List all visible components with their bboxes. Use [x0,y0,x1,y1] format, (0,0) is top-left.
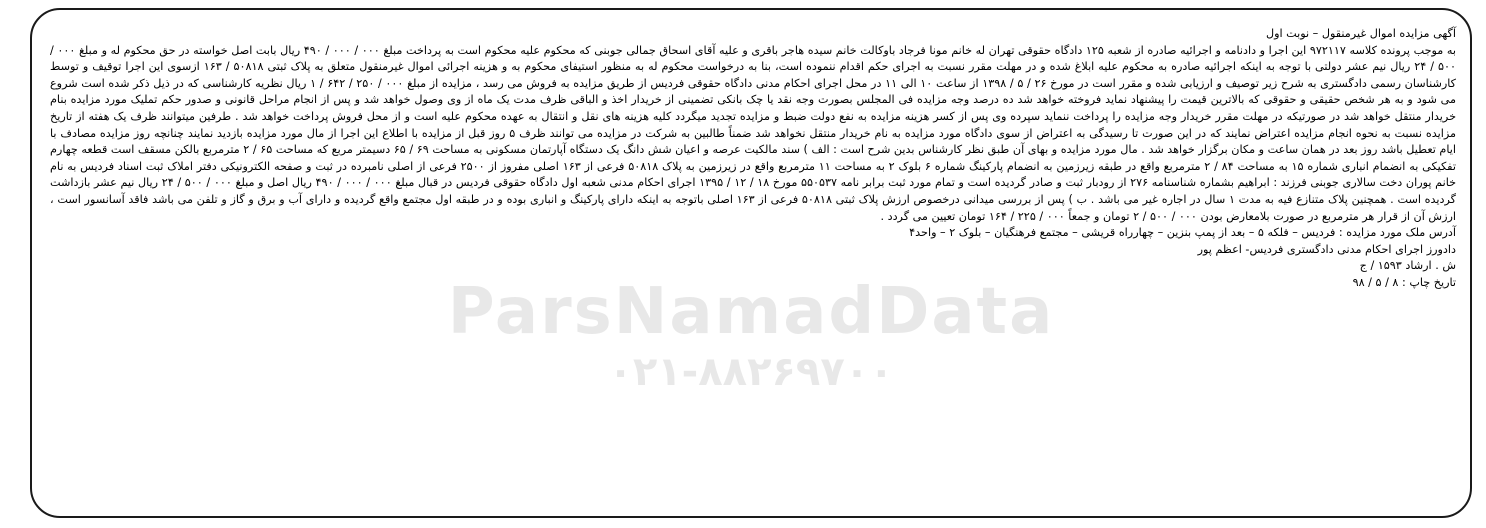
notice-frame [30,8,1472,518]
watermark-brand: ParsNamadData [447,275,1055,349]
notice-signature: دادورز اجرای احکام مدنی دادگستری فردیس- اعظم پور [1197,242,1456,256]
notice-body: به موجب پرونده کلاسه ۹۷۲۱۱۷ این اجرا و دادنامه و اجرائیه صادره از شعبه ۱۲۵ دادگاه حقوقی تهران له خانم مونا فرجاد باوکالت خانم سیده هاجر باقری و علیه آقای اسحاق جمالی جوبنی که محکوم علیه محکوم است به پرداخت مبلغ ۰۰۰ / ۰۰۰ / ۴۹۰ ریال بابت اصل خواسته در حق محکوم له و مبلغ ۰۰۰ / ۵۰۰ / ۲۴ ریال نیم عشر دولتی با توجه به اینکه اجرائیه صادره به محکوم علیه ابلاغ شده و در مهلت مقرر نسبت به اجرای حکم اقدام ننموده است، بنا به درخواست محکوم له به منظور استیفای محکوم به و هزینه اجرائی اموال غیرمنقول متعلق به پلاک ثبتی ۵۰۸۱۸ / ۱۶۳ ازسوی این اجرا توقیف و توسط کارشناسان رسمی دادگستری به شرح زیر توصیف و ارزیابی شده و مقرر است در مورخ ۲۶ / ۵ / ۱۳۹۸ از ساعت ۱۰ الی ۱۱ در محل اجرای احکام مدنی دادگاه حقوقی فردیس از طریق مزایده به فروش می رسد ، مزایده از مبلغ ۰۰۰ / ۲۵۰ / ۶۴۲ / ۱ ریال نظریه کارشناسی که در ذیل ذکر شده است شروع می شود و به هر شخص حقیقی و حقوقی که بالاترین قیمت را پیشنهاد نماید فروخته خواهد شد ده درصد وجه مزایده فی المجلس بصورت وجه نقد یا چک بانکی تضمینی از خریدار اخذ و الباقی ظرف مدت یک ماه از وی وصول خواهد شد و پس از انجام مراحل قانونی و صدور حکم تملیک مورد مزایده بنام خریدار منتقل خواهد شد در صورتیکه در مهلت مقرر خریدار وجه مزایده را پرداخت ننماید سپرده وی پس از کسر هزینه مزایده به نفع دولت ضبط و مزایده تجدید میگردد کلیه هزینه های نقل و انتقال به عهده محکوم علیه است و از محل فروش پرداخت خواهد شد . طرفین میتوانند ظرف یک هفته از تاریخ مزایده نسبت به نحوه انجام مزایده اعتراض نمایند که در این صورت تا رسیدگی به اعتراض از سوی دادگاه مورد مزایده به نام خریدار منتقل نخواهد شد ضمناً طالبین به شرکت در مزایده می توانند ظرف ۵ روز قبل از مزایده با اطلاع این اجرا از مال مورد مزایده بازدید نمایند چنانچه روز مزایده مصادف با ایام تعطیل باشد روز بعد در همان ساعت و مکان برگزار خواهد شد . مال مورد مزایده و بهای آن طبق نظر کارشناس بدین شرح است : الف ) سند مالکیت عرصه و اعیان شش دانگ یک دستگاه آپارتمان مسکونی به مساحت ۶۹ / ۶۵ دسیمتر مربع که مساحت ۶۵ / ۲ مترمربع بالکن مسقف است قطعه چهارم تفکیکی به انضمام انباری شماره ۱۵ به مساحت ۸۴ / ۲ مترمربع واقع در طبقه زیرزمین به انضمام پارکینگ شماره ۶ بلوک ۲ به مساحت ۱۱ مترمربع واقع در زیرزمین به پلاک ۵۰۸۱۸ فرعی از ۱۶۳ اصلی مفروز از ۲۵۰۰ فرعی از اصلی نامبرده در ثبت و صفحه الکترونیکی دفتر املاک ثبت اسناد فردیس به نام خانم پوران دخت سالاری جوبنی فرزند : ابراهیم بشماره شناسنامه ۲۷۶ از رودبار ثبت و صادر گردیده است و تمام مورد ثبت برابر نامه ۵۵۰۵۳۷ مورخ ۱۸ / ۱۲ / ۱۳۹۵ اجرای احکام مدنی شعبه اول دادگاه حقوقی فردیس در قبال مبلغ ۰۰۰ / ۰۰۰ / ۴۹۰ ریال اصل و مبلغ ۰۰۰ / ۵۰۰ / ۲۴ ریال نیم عشر بازداشت گردیده است . همچنین پلاک متنازع فیه به مدت ۱ سال در اجاره غیر می باشد . ب ) پس از بررسی میدانی درخصوص ارزش پلاک ثبتی ۵۰۸۱۸ فرعی از ۱۶۳ اصلی باتوجه به اینکه دارای پارکینگ و انباری بوده و در طبقه اول مجتمع واقع گردیده و دارای آب و برق و گاز و تلفن می باشد فاقد آسانسور است ، ارزش آن از قرار هر مترمربع در صورت بلامعارض بودن ۰۰۰ / ۵۰۰ / ۲ تومان و جمعاً ۰۰۰ / ۲۲۵ / ۱۶۴ تومان تعیین می گردد . [50,43,1457,223]
notice-ershad: ش . ارشاد ۱۵۹۳ / ج [1359,259,1456,273]
notice-title: آگهی مزایده اموال غیرمنقول – نوبت اول [1265,27,1456,40]
notice-address: آدرس ملک مورد مزایده : فردیس – فلکه ۵ – بعد از پمپ بنزین – چهارراه قریشی – مجتمع فرهنگیان – بلوک ۲ – واحد۴ [909,226,1456,240]
notice-content [50,26,1456,292]
watermark [32,275,1470,395]
watermark-phone: ۰۲۱-۸۸۲۶۹۷۰۰ [608,349,894,395]
notice-print-date: تاریخ چاپ : ۸ / ۵ / ۹۸ [1352,275,1456,289]
